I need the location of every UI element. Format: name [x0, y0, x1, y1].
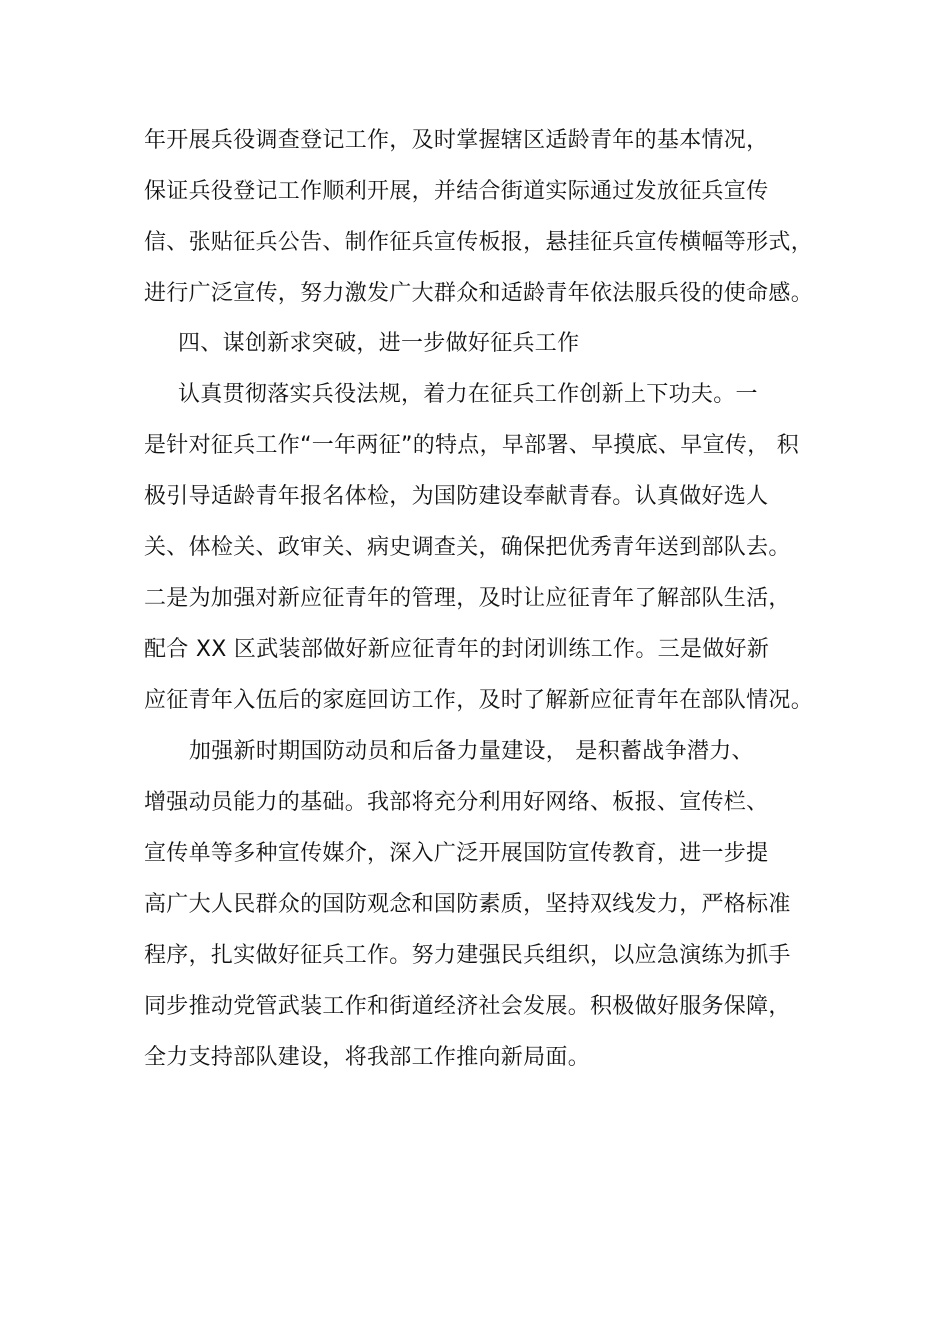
text-line: 进行广泛宣传，努力激发广大群众和适龄青年依法服兵役的使命感。 [144, 281, 814, 306]
text-line: 是针对征兵工作“一年两征”的特点，早部署、早摸底、早宣传， 积 [144, 433, 800, 458]
text-line: 信、张贴征兵公告、制作征兵宣传板报，悬挂征兵宣传横幅等形式， [144, 230, 814, 255]
text-line: 加强新时期国防动员和后备力量建设， 是积蓄战争潜力、 [189, 739, 754, 764]
text-line: 应征青年入伍后的家庭回访工作，及时了解新应征青年在部队情况。 [144, 688, 814, 713]
text-line: 年开展兵役调查登记工作，及时掌握辖区适龄青年的基本情况， [144, 128, 769, 153]
text-line: 配合 XX 区武装部做好新应征青年的封闭训练工作。三是做好新 [144, 637, 770, 662]
text-line: 保证兵役登记工作顺利开展，并结合街道实际通过发放征兵宣传 [144, 179, 769, 204]
section-heading: 四、谋创新求突破，进一步做好征兵工作 [178, 331, 580, 356]
text-line: 程序，扎实做好征兵工作。努力建强民兵组织，以应急演练为抓手 [144, 943, 791, 968]
text-line: 增强动员能力的基础。我部将充分利用好网络、板报、宣传栏、 [144, 790, 769, 815]
text-line: 极引导适龄青年报名体检，为国防建设奉献青春。认真做好选人 [144, 484, 769, 509]
text-line: 同步推动党管武装工作和街道经济社会发展。积极做好服务保障， [144, 994, 791, 1019]
text-line: 关、体检关、政审关、病史调查关，确保把优秀青年送到部队去。 [144, 535, 791, 560]
text-line: 二是为加强对新应征青年的管理，及时让应征青年了解部队生活， [144, 586, 791, 611]
text-line: 全力支持部队建设，将我部工作推向新局面。 [144, 1045, 591, 1070]
text-line: 宣传单等多种宣传媒介，深入广泛开展国防宣传教育，进一步提 [144, 841, 769, 866]
text-line: 认真贯彻落实兵役法规，着力在征兵工作创新上下功夫。一 [178, 382, 758, 407]
text-line: 高广大人民群众的国防观念和国防素质，坚持双线发力，严格标准 [144, 892, 791, 917]
